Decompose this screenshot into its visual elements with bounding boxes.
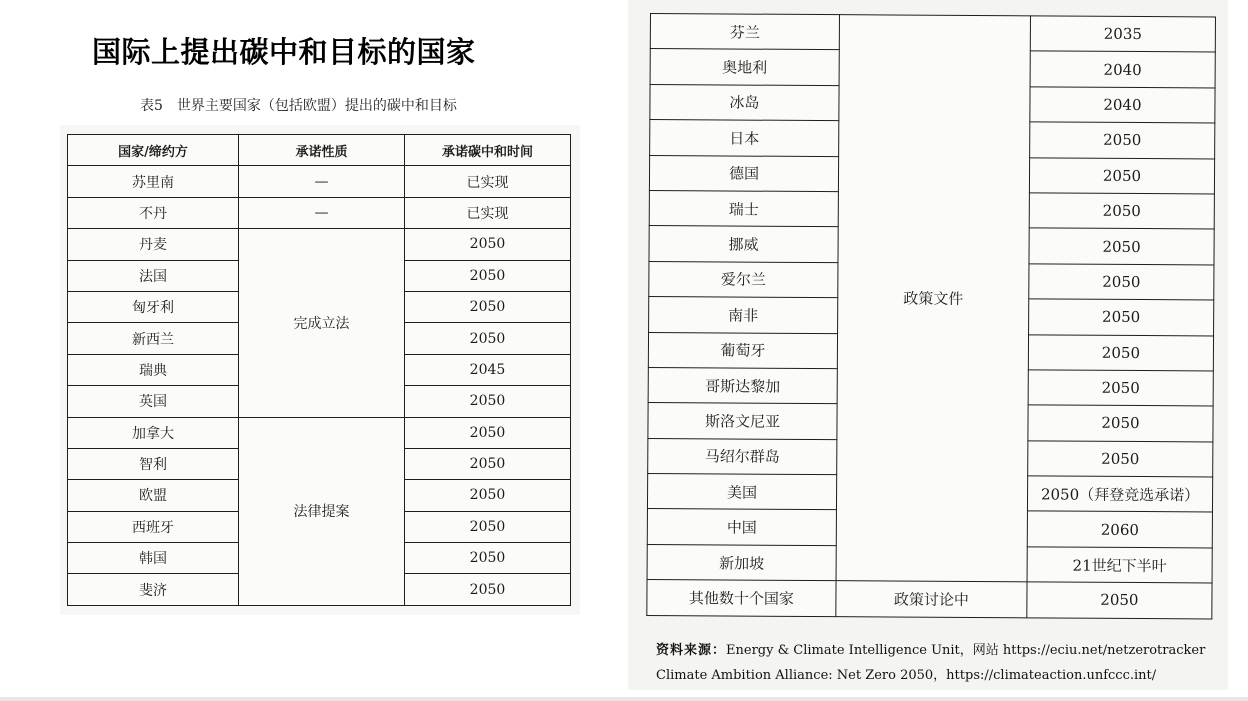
year-cell: 2050 — [1029, 157, 1214, 194]
year-cell: 2050 — [1028, 405, 1213, 442]
year-cell: 2035 — [1030, 16, 1215, 53]
country-cell: 智利 — [68, 448, 239, 479]
year-cell: 2050 — [1028, 370, 1213, 407]
nature-cell: — — [239, 166, 405, 197]
year-cell: 已实现 — [405, 197, 571, 228]
year-cell: 已实现 — [405, 166, 571, 197]
year-cell: 2050 — [405, 543, 571, 574]
year-cell: 2050 — [405, 480, 571, 511]
year-cell: 21世纪下半叶 — [1027, 547, 1212, 584]
country-cell: 加拿大 — [68, 417, 239, 448]
year-cell: 2050 — [405, 323, 571, 354]
table-row — [68, 197, 571, 228]
carbon-neutral-table-right — [646, 13, 1216, 619]
year-cell: 2050 — [405, 386, 571, 417]
year-cell: 2050 — [1029, 264, 1214, 301]
country-cell: 其他数十个国家 — [647, 580, 836, 617]
source-line-2: Climate Ambition Alliance: Net Zero 2050，https://climateaction.unfccc.int/ — [656, 668, 1157, 683]
year-cell: 2050 — [405, 417, 571, 448]
table-row — [68, 229, 571, 260]
year-cell: 2050 — [1028, 334, 1213, 371]
country-cell: 德国 — [649, 155, 838, 192]
country-cell: 美国 — [647, 474, 836, 511]
country-cell: 奥地利 — [650, 49, 839, 86]
country-cell: 韩国 — [68, 543, 239, 574]
country-cell: 西班牙 — [68, 511, 239, 542]
year-cell: 2050 — [1029, 299, 1214, 336]
year-cell: 2050 — [1028, 441, 1213, 478]
country-cell: 法国 — [68, 260, 239, 291]
country-cell: 英国 — [68, 386, 239, 417]
carbon-neutral-table-left — [67, 134, 571, 606]
country-cell: 挪威 — [649, 226, 838, 263]
year-cell: 2045 — [405, 354, 571, 385]
nature-cell-policy: 政策文件 — [836, 15, 1030, 582]
header-nature: 承诺性质 — [239, 135, 405, 166]
year-cell: 2050（拜登竞选承诺） — [1027, 476, 1212, 513]
country-cell: 斯洛文尼亚 — [648, 403, 837, 440]
country-cell: 欧盟 — [68, 480, 239, 511]
table-row — [68, 166, 571, 197]
country-cell: 苏里南 — [68, 166, 239, 197]
country-cell: 马绍尔群岛 — [648, 438, 837, 475]
country-cell: 芬兰 — [650, 14, 839, 51]
year-cell: 2050 — [405, 511, 571, 542]
year-cell: 2050 — [405, 291, 571, 322]
country-cell: 南非 — [649, 297, 838, 334]
year-cell: 2040 — [1030, 51, 1215, 88]
source-label: 资料来源： — [656, 643, 727, 658]
source-line-1 — [656, 639, 1205, 658]
nature-cell-discussion: 政策讨论中 — [836, 581, 1027, 618]
nature-cell-proposal: 法律提案 — [239, 417, 405, 605]
table-row — [647, 580, 1212, 619]
country-cell: 丹麦 — [68, 229, 239, 260]
country-cell: 中国 — [647, 509, 836, 546]
year-cell: 2060 — [1027, 511, 1212, 548]
table-header-row — [68, 135, 571, 166]
nature-cell-legislation: 完成立法 — [239, 229, 405, 417]
page-title: 国际上提出碳中和目标的国家 — [92, 35, 476, 69]
country-cell: 不丹 — [68, 197, 239, 228]
source-text-1: Energy & Climate Intelligence Unit，网站 https://eciu.net/netzerotracker — [726, 643, 1206, 658]
year-cell: 2050 — [405, 574, 571, 605]
table-caption: 表5 世界主要国家（包括欧盟）提出的碳中和目标 — [140, 98, 457, 114]
year-cell: 2040 — [1030, 87, 1215, 124]
year-cell: 2050 — [405, 448, 571, 479]
country-cell: 瑞典 — [68, 354, 239, 385]
country-cell: 哥斯达黎加 — [648, 367, 837, 404]
country-cell: 日本 — [650, 120, 839, 157]
nature-cell: — — [239, 197, 405, 228]
year-cell: 2050 — [1030, 122, 1215, 159]
header-year: 承诺碳中和时间 — [405, 135, 571, 166]
year-cell: 2050 — [405, 260, 571, 291]
table-row — [650, 14, 1215, 53]
country-cell: 新西兰 — [68, 323, 239, 354]
year-cell: 2050 — [1029, 193, 1214, 230]
country-cell: 斐济 — [68, 574, 239, 605]
country-cell: 葡萄牙 — [648, 332, 837, 369]
country-cell: 爱尔兰 — [649, 261, 838, 298]
page-bottom-divider — [0, 697, 1248, 701]
year-cell: 2050 — [1027, 582, 1212, 619]
year-cell: 2050 — [405, 229, 571, 260]
country-cell: 匈牙利 — [68, 291, 239, 322]
country-cell: 瑞士 — [649, 190, 838, 227]
header-country: 国家/缔约方 — [68, 135, 239, 166]
year-cell: 2050 — [1029, 228, 1214, 265]
table-row — [68, 417, 571, 448]
country-cell: 冰岛 — [650, 84, 839, 121]
country-cell: 新加坡 — [647, 544, 836, 581]
